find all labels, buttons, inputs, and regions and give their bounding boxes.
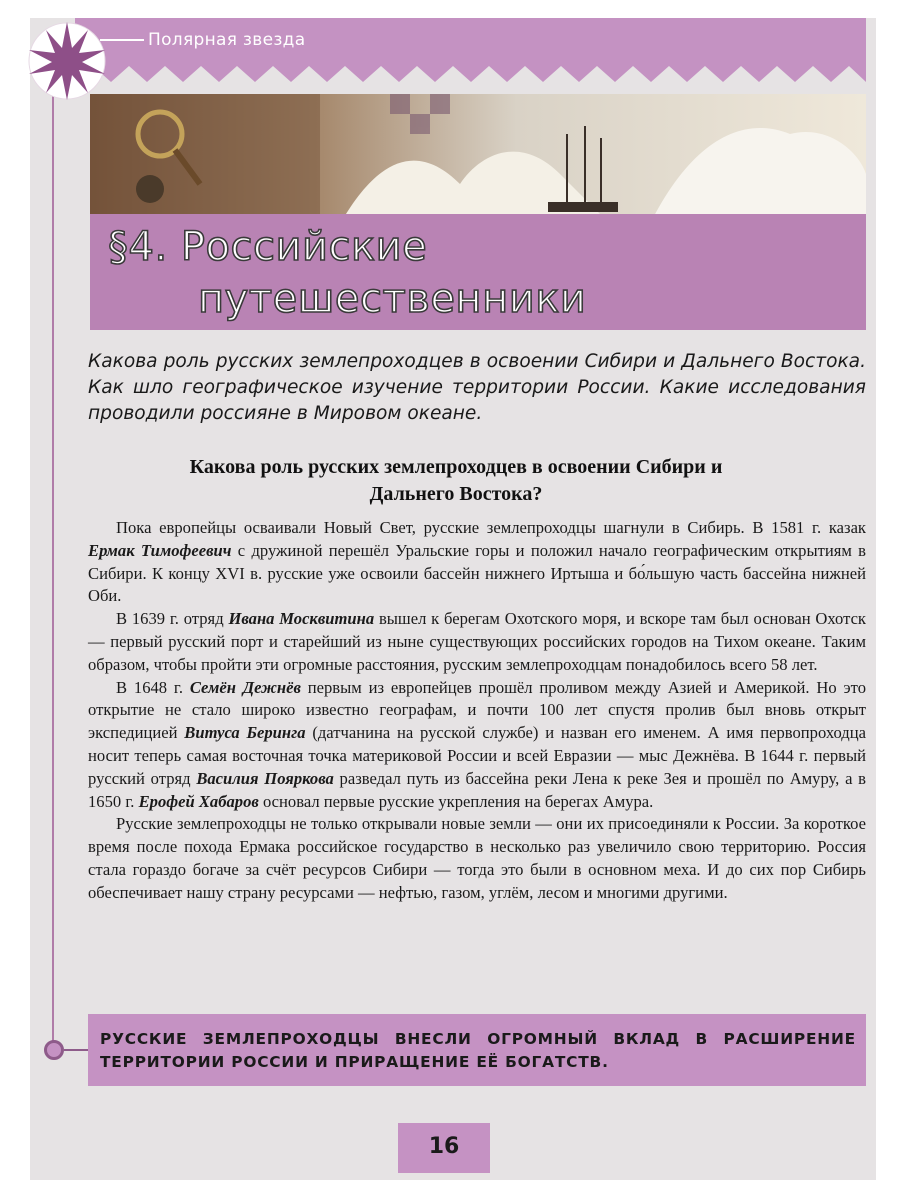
conclusion-bullet-icon xyxy=(44,1040,64,1060)
conclusion-text: РУССКИЕ ЗЕМЛЕПРОХОДЦЫ ВНЕСЛИ ОГРОМНЫЙ ВКЛАД В РАСШИРЕНИЕ ТЕРРИТОРИИ РОССИИ И ПРИРАЩЕНИЕ ЕЁ БОГАТСТВ. xyxy=(100,1030,856,1071)
text-run: Русские землепроходцы не только открывали новые земли — они их присоединяли к России. За короткое время после похода Ермака российское государство в несколько раз увеличило свою территорию. Россия стала гораздо богаче за счёт ресурсов Сибири — тогда это были в основном меха. И до сих пор Сибирь обеспечивает нашу страну ресурсами — нефтью, газом, углём, лесом и многими другими. xyxy=(88,814,866,902)
person-name: Ивана Москвитина xyxy=(228,609,375,629)
text-run: (датчанина на русской службе) и назван его именем. А имя первопроходца носит теперь самая восточная точка материковой России и всей Евразии — мыс Дежнёва. В 1644 г. первый русский отряд xyxy=(88,723,866,788)
person-name: Семён Дежнёв xyxy=(189,677,301,697)
chapter-banner-image xyxy=(90,94,866,330)
text-run: В 1639 г. отряд xyxy=(116,609,229,629)
person-name: Ермак Тимофеевич xyxy=(88,540,232,560)
text-run: Пока европейцы осваивали Новый Свет, русские землепроходцы шагнули в Сибирь. В 1581 г. казак xyxy=(116,518,866,537)
text-run: В 1648 г. xyxy=(116,677,190,697)
conclusion-connector xyxy=(64,1049,90,1051)
chapter-questions: Какова роль русских землепроходцев в освоении Сибири и Дальнего Востока. Как шло географическое изучение территории России. Какие исследования проводили россияне в Мировом океане. xyxy=(88,351,866,424)
paragraph xyxy=(88,677,866,814)
text-run: основал первые русские укрепления на берегах Амура. xyxy=(258,791,654,811)
text-run: первым из европейцев прошёл проливом между Азией и Америкой. Но это открытие не стало широко известно географам, и почти 100 лет спустя пролив был вновь открыт экспедицией xyxy=(88,677,866,743)
paragraph xyxy=(88,608,866,676)
text-run: с дружиной перешёл Уральские горы и положил начало географическим открытиям в Сибири. К концу XVI в. русские уже освоили бассейн нижнего Иртыша и бо́льшую часть бассейна нижней Оби. xyxy=(88,540,866,606)
paragraph xyxy=(88,813,866,904)
text-run: вышел к берегам Охотского моря, и вскоре там был основан Охотск — первый русский порт и старейший из ныне существующих российских городов на Тихом океане. Таким образом, чтобы пройти эти огромные расстояния, русским землепроходцам понадобилось всего 58 лет. xyxy=(88,609,866,674)
page-number: 16 xyxy=(428,1134,460,1159)
person-name: Ерофей Хабаров xyxy=(138,791,259,811)
chapter-title-line-2: путешественники xyxy=(198,276,587,322)
margin-rule xyxy=(52,50,54,1050)
section-heading xyxy=(96,454,816,508)
star-emblem-icon xyxy=(26,20,108,102)
person-name: Василия Пояркова xyxy=(196,768,334,788)
section-heading-line-1: Какова роль русских землепроходцев в освоении Сибири и xyxy=(189,456,723,478)
chapter-title-line-1: §4. Российские xyxy=(108,224,428,270)
paragraph xyxy=(88,517,866,608)
body-text xyxy=(88,517,866,905)
header-zigzag-edge xyxy=(75,56,866,86)
text-run: разведал путь из бассейна реки Лена к реке Зея и прошёл по Амуру, а в 1650 г. xyxy=(88,768,867,811)
section-heading-line-2: Дальнего Востока? xyxy=(369,483,543,505)
person-name: Витуса Беринга xyxy=(184,723,306,743)
series-title: Полярная звезда xyxy=(148,30,306,50)
